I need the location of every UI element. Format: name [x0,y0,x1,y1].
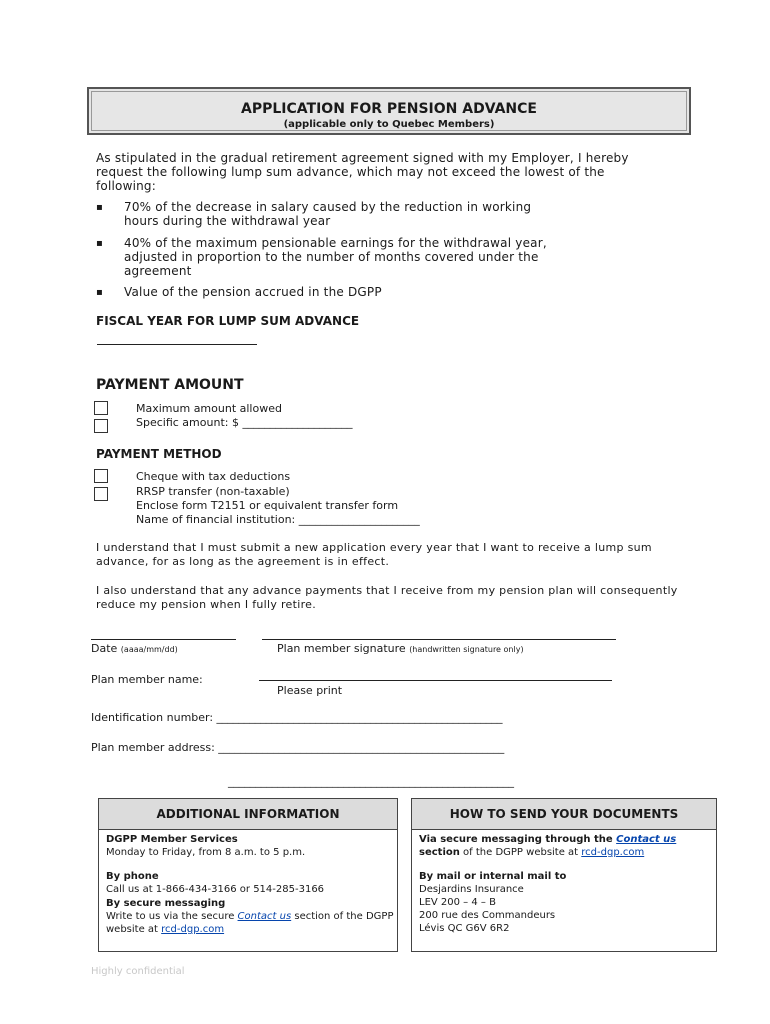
declaration-paragraph-2 [96,584,678,612]
form-title-box [87,87,691,135]
additional-info-heading: ADDITIONAL INFORMATION [99,799,397,830]
member-name-hint: Please print [277,684,343,697]
date-label-text: Date [91,642,118,655]
address-line: 200 rue des Commandeurs [419,910,556,921]
signature-hint: (handwritten signature only) [409,645,524,654]
specific-amount-field[interactable]: Specific amount: $ ____________________ [136,416,353,429]
bullet-item [124,236,547,278]
member-services-block [106,833,305,859]
member-name-label: Plan member name: [91,673,203,686]
declaration-line: I understand that I must submit a new application every year that I want to receive a lump sum [96,541,652,554]
cheque-checkbox[interactable] [94,469,108,483]
institution-field[interactable]: Name of financial institution: ______________________ [136,513,420,526]
bullet-line: 70% of the decrease in salary caused by the reduction in working [124,200,532,214]
max-amount-checkbox[interactable] [94,401,108,415]
secure-send-block [419,833,676,859]
signature-field[interactable] [262,639,616,640]
contact-us-link[interactable]: Contact us [616,834,677,845]
payment-method-heading: PAYMENT METHOD [96,447,222,461]
secure-text-part: section of the DGPP [291,911,394,922]
specific-amount-checkbox[interactable] [94,419,108,433]
mail-address-block [419,870,566,935]
member-address-field[interactable]: Plan member address: ____________________________________________________ [91,741,505,754]
confidential-footer: Highly confidential [91,966,185,977]
declaration-line: I also understand that any advance payments that I receive from my pension plan will consequently [96,584,678,597]
additional-info-box [98,798,398,952]
intro-paragraph [96,151,629,193]
secure-text-part: website at [106,924,162,935]
address-line: LEV 200 – 4 – B [419,897,496,908]
date-label [91,642,178,655]
website-link[interactable]: rcd-dgp.com [161,924,225,935]
bullet-marker: ▪ [96,238,103,249]
secure-messaging-text-2 [106,923,393,936]
member-address-line2[interactable]: ____________________________________________________ [228,775,514,788]
bullet-line: adjusted in proportion to the number of months covered under the [124,250,539,264]
fiscal-year-heading: FISCAL YEAR FOR LUMP SUM ADVANCE [96,314,360,328]
phone-title: By phone [106,871,159,882]
secure-text-part: Write to us via the secure [106,911,238,922]
rrsp-label: RRSP transfer (non-taxable) [136,485,290,498]
signature-label [277,642,524,655]
enclose-note: Enclose form T2151 or equivalent transfer form [136,499,399,512]
bullet-marker: ▪ [96,287,103,298]
bullet-line: agreement [124,264,192,278]
identification-number-field[interactable]: Identification number: ____________________________________________________ [91,711,503,724]
declaration-paragraph-1 [96,541,652,569]
phone-numbers: Call us at 1-866-434-3166 or 514-285-3166 [106,884,325,895]
form-subtitle: (applicable only to Quebec Members) [283,119,495,130]
member-services-hours: Monday to Friday, from 8 a.m. to 5 p.m. [106,847,306,858]
payment-amount-heading: PAYMENT AMOUNT [96,377,244,393]
rrsp-checkbox[interactable] [94,487,108,501]
address-line: Lévis QC G6V 6R2 [419,923,510,934]
bullet-line: Value of the pension accrued in the DGPP [124,285,382,299]
secure-send-text: of the DGPP website at [459,847,582,858]
bullet-line: hours during the withdrawal year [124,214,331,228]
max-amount-label: Maximum amount allowed [136,402,282,415]
address-line: Desjardins Insurance [419,884,524,895]
declaration-line: reduce my pension when I fully retire. [96,598,317,611]
intro-line: As stipulated in the gradual retirement agreement signed with my Employer, I hereby [96,151,629,165]
bullet-marker: ▪ [96,202,103,213]
send-documents-heading: HOW TO SEND YOUR DOCUMENTS [412,799,716,830]
bullet-item [124,200,531,228]
contact-us-link[interactable]: Contact us [237,911,292,922]
bullet-item [124,285,382,299]
date-field[interactable] [91,639,236,640]
website-link[interactable]: rcd-dgp.com [581,847,645,858]
member-name-field[interactable] [259,680,612,681]
form-title: APPLICATION FOR PENSION ADVANCE [241,101,537,117]
member-services-title: DGPP Member Services [106,834,238,845]
intro-line: following: [96,179,156,193]
fiscal-year-field[interactable] [97,344,257,345]
send-documents-box [411,798,717,952]
mail-title: By mail or internal mail to [419,871,567,882]
date-hint: (aaaa/mm/dd) [120,645,178,654]
secure-messaging-title: By secure messaging [106,898,226,909]
section-word: section [419,847,460,858]
declaration-line: advance, for as long as the agreement is in effect. [96,555,390,568]
secure-messaging-text [106,910,393,923]
secure-messaging-block [106,897,393,936]
signature-label-text: Plan member signature [277,642,406,655]
secure-send-text: Via secure messaging through the [419,834,617,845]
intro-line: request the following lump sum advance, which may not exceed the lowest of the [96,165,605,179]
phone-block [106,870,324,896]
cheque-label: Cheque with tax deductions [136,470,291,483]
bullet-line: 40% of the maximum pensionable earnings for the withdrawal year, [124,236,547,250]
